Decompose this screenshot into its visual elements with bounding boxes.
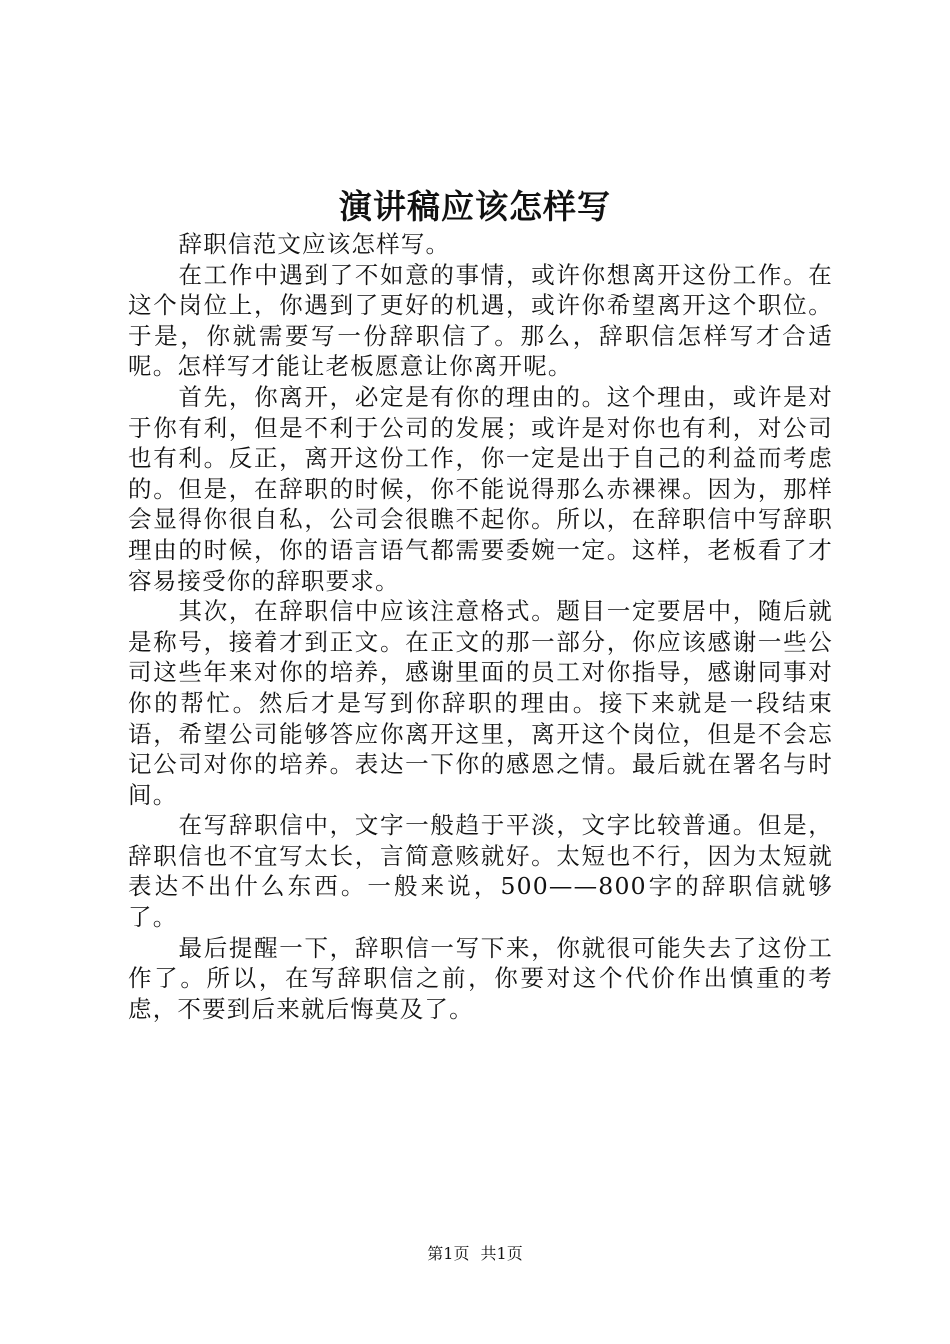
document-body xyxy=(128,229,833,1024)
document-title: 演讲稿应该怎样写 xyxy=(339,187,611,226)
page-footer xyxy=(0,1242,950,1266)
paragraph: 其次，在辞职信中应该注意格式。题目一定要居中，随后就是称号，接着才到正文。在正文的那一部分，你应该感谢一些公司这些年来对你的培养，感谢里面的员工对你指导，感谢同事对你的帮忙。然后才是写到你辞职的理由。接下来就是一段结束语，希望公司能够答应你离开这里，离开这个岗位，但是不会忘记公司对你的培养。表达一下你的感恩之情。最后就在署名与时间。 xyxy=(128,597,833,809)
paragraph: 最后提醒一下，辞职信一写下来，你就很可能失去了这份工作了。所以，在写辞职信之前，你要对这个代价作出慎重的考虑，不要到后来就后悔莫及了。 xyxy=(128,933,833,1023)
paragraph: 在写辞职信中，文字一般趋于平淡，文字比较普通。但是，辞职信也不宜写太长，言简意赅就好。太短也不行，因为太短就表达不出什么东西。一般来说，500——800字的辞职信就够了。 xyxy=(128,811,833,932)
paragraph: 在工作中遇到了不如意的事情，或许你想离开这份工作。在这个岗位上，你遇到了更好的机遇，或许你希望离开这个职位。于是，你就需要写一份辞职信了。那么，辞职信怎样写才合适呢。怎样写才能让老板愿意让你离开呢。 xyxy=(128,260,833,381)
paragraph: 首先，你离开，必定是有你的理由的。这个理由，或许是对于你有利，但是不利于公司的发展；或许是对你也有利，对公司也有利。反正，离开这份工作，你一定是出于自己的利益而考虑的。但是，在辞职的时候，你不能说得那么赤裸裸。因为，那样会显得你很自私，公司会很瞧不起你。所以，在辞职信中写辞职理由的时候，你的语言语气都需要委婉一定。这样，老板看了才容易接受你的辞职要求。 xyxy=(128,382,833,595)
paragraph: 辞职信范文应该怎样写。 xyxy=(178,230,451,258)
page-total: 共1页 xyxy=(480,1244,523,1263)
page-number: 第1页 xyxy=(427,1244,470,1263)
